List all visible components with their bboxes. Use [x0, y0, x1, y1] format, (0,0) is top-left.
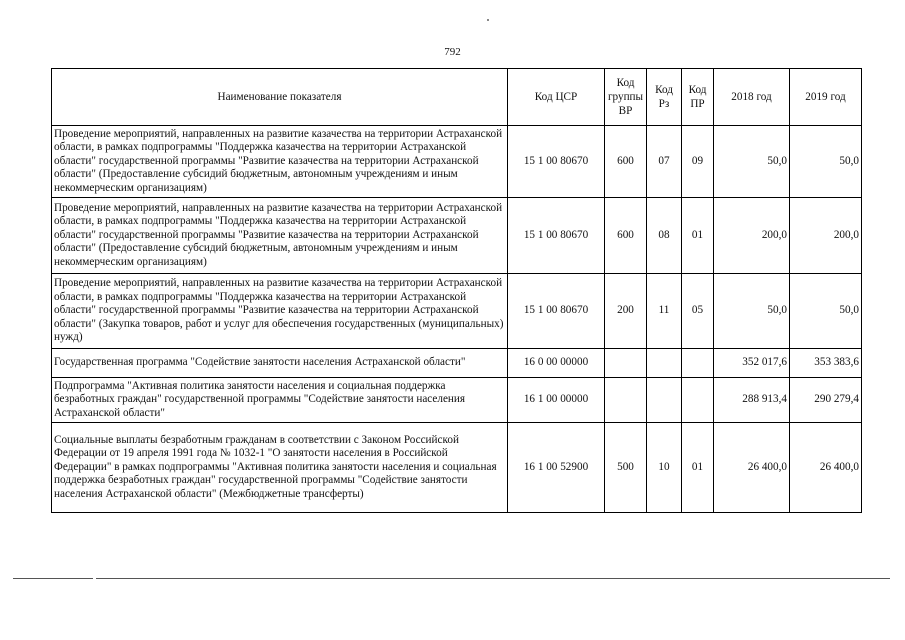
cell-pr: 05 [682, 274, 714, 349]
cell-csr: 15 1 00 80670 [508, 198, 605, 274]
cell-pr: 01 [682, 423, 714, 513]
table-row [52, 378, 862, 423]
table-row [52, 126, 862, 198]
cell-vr: 500 [605, 423, 647, 513]
cell-2018: 50,0 [714, 126, 790, 198]
cell-2019: 353 383,6 [790, 349, 862, 378]
cell-vr [605, 349, 647, 378]
table-header-row [52, 69, 862, 126]
cell-csr: 16 1 00 52900 [508, 423, 605, 513]
cell-name: Проведение мероприятий, направленных на развитие казачества на территории Астраханской области, в рамках подпрограммы "Поддержка казачества на территории Астраханской области" государственной программы "Развитие казачества на территории Астраханской области" (Предоставление субсидий бюджетным, автономным учреждениям и иным некоммерческим организациям) [52, 198, 508, 274]
cell-rz: 08 [647, 198, 682, 274]
cell-name: Проведение мероприятий, направленных на развитие казачества на территории Астраханской области, в рамках подпрограммы "Поддержка казачества на территории Астраханской области" государственной программы "Развитие казачества на территории Астраханской области" (Закупка товаров, работ и услуг для обеспечения государственных (муниципальных) нужд) [52, 274, 508, 349]
cell-rz [647, 378, 682, 423]
page-number: 792 [444, 46, 461, 58]
cell-name: Социальные выплаты безработным гражданам в соответствии с Законом Российской Федерации от 19 апреля 1991 года № 1032-1 "О занятости населения в Российской Федерации" в рамках подпрограммы "Активная политика занятости населения и социальная поддержка безработных граждан" государственной программы "Содействие занятости населения Астраханской области" (Межбюджетные трансферты) [52, 423, 508, 513]
cell-pr: 01 [682, 198, 714, 274]
cell-csr: 15 1 00 80670 [508, 126, 605, 198]
footer-rule-long [96, 578, 890, 579]
cell-2018: 352 017,6 [714, 349, 790, 378]
cell-rz: 10 [647, 423, 682, 513]
header-name: Наименование показателя [52, 69, 508, 126]
cell-pr [682, 349, 714, 378]
cell-name: Государственная программа "Содействие занятости населения Астраханской области" [52, 349, 508, 378]
header-vr: Код группы ВР [605, 69, 647, 126]
cell-rz: 11 [647, 274, 682, 349]
cell-2019: 26 400,0 [790, 423, 862, 513]
cell-vr: 600 [605, 198, 647, 274]
cell-vr: 200 [605, 274, 647, 349]
cell-csr: 16 1 00 00000 [508, 378, 605, 423]
cell-2019: 200,0 [790, 198, 862, 274]
table-row [52, 274, 862, 349]
header-2018: 2018 год [714, 69, 790, 126]
cell-vr: 600 [605, 126, 647, 198]
cell-2019: 50,0 [790, 126, 862, 198]
table-row [52, 198, 862, 274]
header-2019: 2019 год [790, 69, 862, 126]
cell-rz: 07 [647, 126, 682, 198]
header-pr: Код ПР [682, 69, 714, 126]
cell-csr: 16 0 00 00000 [508, 349, 605, 378]
table-row [52, 349, 862, 378]
cell-2019: 50,0 [790, 274, 862, 349]
cell-2019: 290 279,4 [790, 378, 862, 423]
header-rz: Код Рз [647, 69, 682, 126]
table-row [52, 423, 862, 513]
cell-csr: 15 1 00 80670 [508, 274, 605, 349]
cell-2018: 50,0 [714, 274, 790, 349]
budget-table [51, 68, 862, 513]
header-csr: Код ЦСР [508, 69, 605, 126]
cell-pr: 09 [682, 126, 714, 198]
cell-2018: 288 913,4 [714, 378, 790, 423]
cell-vr [605, 378, 647, 423]
scan-speck [487, 19, 489, 21]
footer-rule-short [13, 578, 93, 579]
cell-2018: 200,0 [714, 198, 790, 274]
cell-name: Проведение мероприятий, направленных на развитие казачества на территории Астраханской области, в рамках подпрограммы "Поддержка казачества на территории Астраханской области" государственной программы "Развитие казачества на территории Астраханской области" (Предоставление субсидий бюджетным, автономным учреждениям и иным некоммерческим организациям) [52, 126, 508, 198]
cell-name: Подпрограмма "Активная политика занятости населения и социальная поддержка безработных граждан" государственной программы "Содействие занятости населения Астраханской области" [52, 378, 508, 423]
cell-2018: 26 400,0 [714, 423, 790, 513]
cell-pr [682, 378, 714, 423]
cell-rz [647, 349, 682, 378]
